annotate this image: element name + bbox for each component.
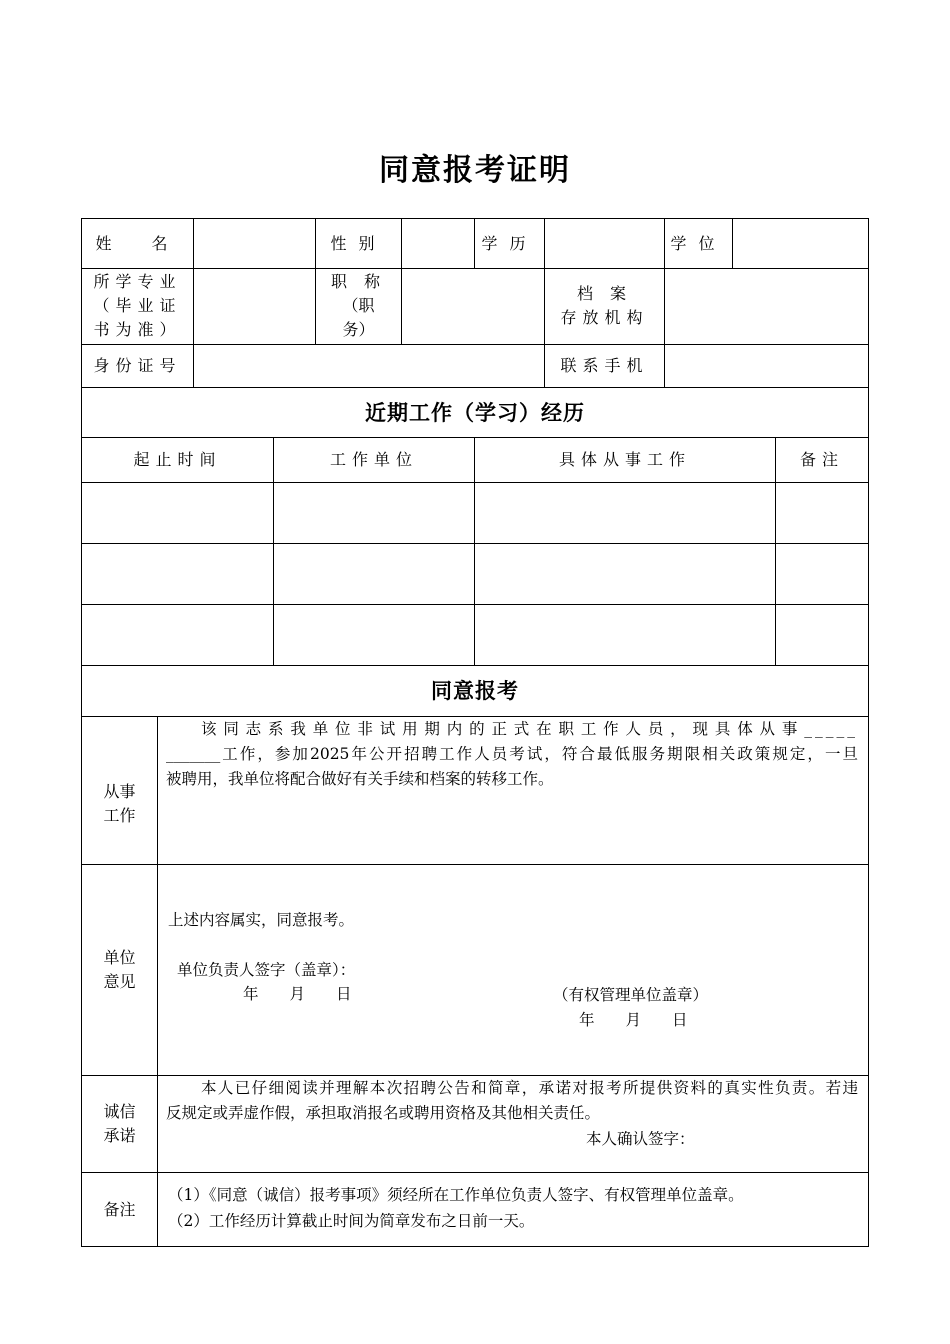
unit-opinion-text: 上述内容属实，同意报考。 <box>168 911 355 929</box>
agree-heading: 同意报考 <box>431 679 519 703</box>
education-field[interactable] <box>545 219 664 268</box>
table-row[interactable] <box>82 605 868 665</box>
id-number-label: 身份证号 <box>93 356 182 375</box>
job-title-label <box>316 269 401 344</box>
phone-field[interactable] <box>665 345 868 387</box>
integrity-label-line: 诚信 <box>103 1102 136 1121</box>
id-number-field[interactable] <box>194 345 544 387</box>
unit-signature-label: 单位负责人签字（盖章）： <box>177 961 356 979</box>
job-text-line: 被聘用，我单位将配合做好有关手续和档案的转移工作。 <box>166 770 554 788</box>
col-period-header: 起止时间 <box>133 450 222 469</box>
archive-label <box>545 269 664 344</box>
integrity-text-line: 本人已仔细阅读并理解本次招聘公告和简章，承诺对报考所提供资料的真实性负责。若违 <box>201 1079 858 1097</box>
job-label <box>82 717 157 864</box>
name-field[interactable] <box>194 219 315 268</box>
work-history-rows <box>82 483 868 665</box>
gender-label: 性别 <box>330 233 387 253</box>
job-label-line: 工作 <box>103 805 136 825</box>
major-label-line: （毕业证 <box>93 296 182 315</box>
major-field[interactable] <box>194 269 315 344</box>
job-text-line: _______工作，参加2025年公开招聘工作人员考试，符合最低服务期限相关政策规定，一旦 <box>166 745 858 763</box>
page-title: 同意报考证明 <box>379 153 571 188</box>
personal-signature-label: 本人确认签字： <box>586 1130 695 1148</box>
integrity-label-line: 承诺 <box>103 1126 136 1145</box>
remarks-line: （2）工作经历计算截止时间为简章发布之日前一天。 <box>168 1212 535 1230</box>
unit-date-left: 年 月 日 <box>243 985 352 1003</box>
job-label-line: 从事 <box>103 781 136 801</box>
archive-label-line: 档 案 <box>576 284 633 303</box>
major-label-line: 书为准） <box>93 320 182 339</box>
job-title-label-line: （职 <box>342 296 375 315</box>
unit-seal-label: （有权管理单位盖章） <box>553 986 709 1004</box>
job-title-field[interactable] <box>402 269 544 344</box>
table-row[interactable] <box>82 544 868 604</box>
unit-date-right: 年 月 日 <box>579 1011 688 1029</box>
integrity-text-line: 反规定或弄虚作假，承担取消报名或聘用资格及其他相关责任。 <box>166 1104 601 1122</box>
table-row[interactable] <box>82 483 868 543</box>
degree-label: 学位 <box>670 233 727 253</box>
unit-opinion-label-line: 意见 <box>103 972 136 991</box>
job-title-label-line: 职 称 <box>330 272 387 291</box>
phone-label: 联系手机 <box>560 356 649 375</box>
col-employer-header: 工作单位 <box>329 450 418 469</box>
major-label-line: 所学专业 <box>93 272 182 291</box>
work-history-heading: 近期工作（学习）经历 <box>365 400 585 425</box>
education-label: 学历 <box>481 233 538 253</box>
major-label <box>82 269 193 344</box>
col-notes-header: 备注 <box>799 450 844 469</box>
unit-opinion-label <box>82 865 157 1075</box>
gender-field[interactable] <box>402 219 474 268</box>
archive-label-line: 存放机构 <box>560 308 649 327</box>
integrity-label <box>82 1076 157 1172</box>
unit-opinion-label-line: 单位 <box>103 948 136 967</box>
job-text-line: 该同志系我单位非试用期内的正式在职工作人员，现具体从事_____ <box>201 720 858 738</box>
remarks-line: （1）《同意（诚信）报考事项》须经所在工作单位负责人签字、有权管理单位盖章。 <box>168 1186 744 1204</box>
degree-field[interactable] <box>733 219 868 268</box>
remarks-label: 备注 <box>103 1199 136 1219</box>
col-duty-header: 具体从事工作 <box>558 450 691 469</box>
job-title-label-line: 务） <box>342 320 375 339</box>
name-label: 姓 名 <box>95 233 180 253</box>
archive-field[interactable] <box>665 269 868 344</box>
